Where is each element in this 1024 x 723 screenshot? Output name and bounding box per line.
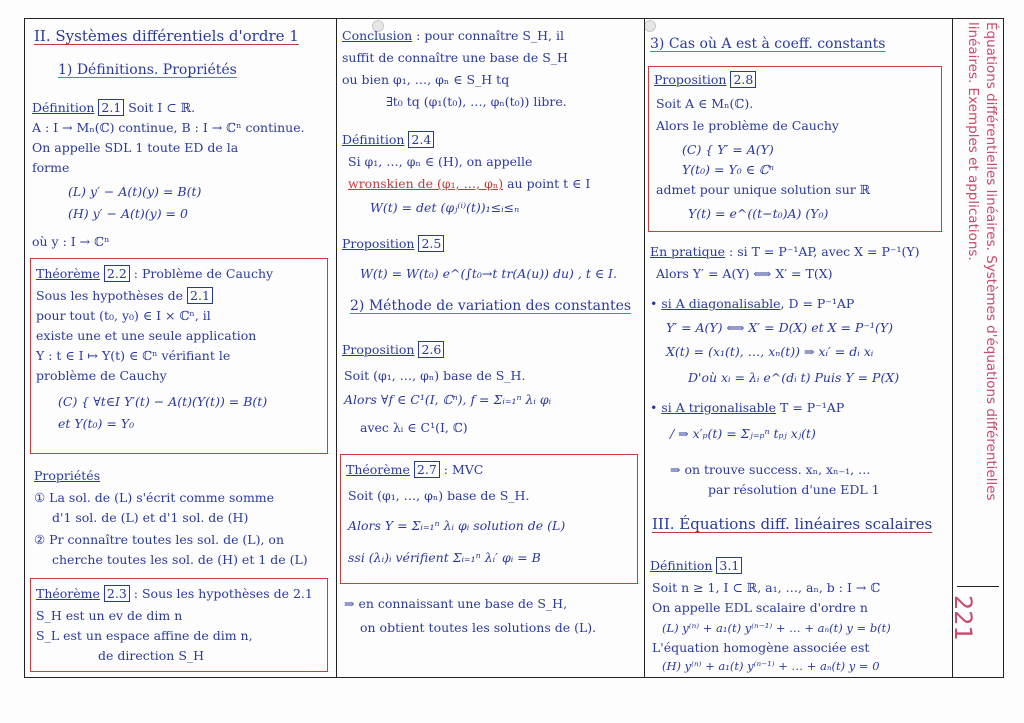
theorem-text: problème de Cauchy [36,368,167,383]
proposition-heading: Proposition 2.5 [342,236,444,252]
proposition-heading: Proposition 2.6 [342,342,444,358]
diag-text: X(t) = (x₁(t), …, xₙ(t)) ⇒ xᵢ′ = dᵢ xᵢ [666,344,874,359]
subsection-title: 1) Définitions. Propriétés [58,62,237,78]
cauchy-initial-condition: Y(t₀) = Y₀ ∈ ℂⁿ [682,162,774,177]
lesson-number-box [949,586,999,676]
column-divider [336,18,337,678]
definition-text: où y : I → ℂⁿ [32,234,110,249]
trig-text: ⇒ on trouve success. xₙ, xₙ₋₁, … [670,462,871,477]
equation-l: (L) y′ − A(t)(y) = B(t) [68,184,202,199]
remark-text: suffit de connaître une base de S_H [342,50,568,65]
proposition-text: admet pour unique solution sur ℝ [656,182,871,197]
theorem-title: : MVC [443,462,484,477]
definition-text: Soit n ≥ 1, I ⊂ ℝ, a₁, …, aₙ, b : I → ℂ [652,580,881,595]
practice-text: Alors Y′ = A(Y) ⟺ X′ = T(X) [656,266,833,281]
properties-heading: Propriétés [34,468,101,483]
definition-text: A : I → Mₙ(ℂ) continue, B : I → ℂⁿ continue. [32,120,305,135]
theorem-text: Soit (φ₁, …, φₙ) base de S_H. [348,488,530,503]
theorem-text: pour tout (t₀, y₀) ∈ I × ℂⁿ, il [36,308,211,323]
column-divider [644,18,645,678]
practice-text: En pratique : si T = P⁻¹AP, avec X = P⁻¹(Y) [650,244,920,259]
proposition-text: Soit A ∈ Mₙ(ℂ). [656,96,754,111]
wronskian-term: wronskien de (φ₁, …, φₙ) [348,176,504,191]
proposition-number: 2.6 [418,341,444,358]
definition-text: forme [32,160,70,175]
cauchy-equation: (C) { Y′ = A(Y) [682,142,774,157]
definition-heading: Définition 2.1 Soit I ⊂ ℝ. [32,100,196,115]
theorem-heading: Théorème 2.7 : MVC [346,462,484,477]
theorem-heading: Théorème 2.2 : Problème de Cauchy [36,266,274,281]
theorem-formula: ssi (λᵢ)ᵢ vérifient Σᵢ₌₁ⁿ λᵢ′ φᵢ = B [348,550,541,565]
proposition-number: 2.8 [730,71,756,88]
sidebar-title-line: Équations différentielles linéaires. Systèmes d'équations différentielles [983,22,999,501]
sidebar-title [955,22,1000,582]
diag-text: Y′ = A(Y) ⟺ X′ = D(X) et X = P⁻¹(Y) [666,320,893,335]
homogeneous-edl: (H) y⁽ⁿ⁾ + a₁(t) y⁽ⁿ⁻¹⁾ + … + aₙ(t) y = 0 [662,659,880,673]
cauchy-initial-condition: et Y(t₀) = Y₀ [58,416,135,431]
wronskian-formula: W(t) = det (φⱼ⁽ⁱ⁾(t))₁≤ᵢ≤ₙ [370,200,520,215]
subsection-title: 2) Méthode de variation des constantes [350,298,632,314]
remark: Conclusion : pour connaître S_H, il [342,28,564,43]
proposition-text: avec λᵢ ∈ C¹(I, ℂ) [360,420,468,435]
sidebar-title-line: linéaires. Exemples et applications. [965,22,981,261]
definition-text: wronskien de (φ₁, …, φₙ) au point t ∈ I [348,176,591,191]
definition-text: L'équation homogène associée est [652,640,870,655]
theorem-text: S_L est un espace affine de dim n, [36,628,253,643]
theorem-title: : Problème de Cauchy [133,266,274,281]
definition-text: On appelle EDL scalaire d'ordre n [652,600,868,615]
cauchy-equation: (C) { ∀t∈I Y′(t) − A(t)(Y(t)) = B(t) [58,394,268,409]
theorem-formula: Alors Y = Σᵢ₌₁ⁿ λᵢ φᵢ solution de (L) [348,518,566,533]
reference-number: 2.1 [187,287,213,304]
definition-heading: Définition 3.1 [650,558,742,574]
exponential-solution: Y(t) = e^((t−t₀)A) (Y₀) [688,206,829,221]
conclusion-text: on obtient toutes les solutions de (L). [360,620,597,635]
theorem-number: 2.7 [414,461,440,478]
theorem-number: 2.3 [104,585,130,602]
proposition-number: 2.5 [418,235,444,252]
theorem-title: : Sous les hypothèses de 2.1 [133,586,313,601]
remark-text: ∃t₀ tq (φ₁(t₀), …, φₙ(t₀)) libre. [386,94,567,109]
definition-text: Soit I ⊂ ℝ. [128,100,196,115]
property-text: cherche toutes les sol. de (H) et 1 de (L) [52,552,308,567]
definition-text: Si φ₁, …, φₙ ∈ (H), on appelle [348,154,533,169]
definition-number: 2.4 [408,131,434,148]
theorem-text: Y : t ∈ I ↦ Y(t) ∈ ℂⁿ vérifiant le [36,348,231,363]
theorem-number: 2.2 [104,265,130,282]
conclusion-text: ⇒ en connaissant une base de S_H, [344,596,568,611]
equation-h: (H) y′ − A(t)(y) = 0 [68,206,188,221]
liouville-formula: W(t) = W(t₀) e^(∫t₀→t tr(A(u)) du) , t ∈ I. [360,266,617,281]
diag-text: D'où xᵢ = λᵢ e^(dᵢ t) Puis Y = P(X) [688,370,900,385]
section-title: III. Équations diff. linéaires scalaires [652,515,933,533]
theorem-text: de direction S_H [98,648,205,663]
definition-heading: Définition 2.4 [342,132,434,148]
section-title: II. Systèmes différentiels d'ordre 1 [34,27,299,45]
property-text: d'1 sol. de (L) et d'1 sol. de (H) [52,510,249,525]
theorem-text: Sous les hypothèses de 2.1 [36,288,213,304]
definition-number: 3.1 [716,557,742,574]
column-2 [340,22,642,674]
theorem-text: S_H est un ev de dim n [36,608,183,623]
trigonalisable-case: • si A trigonalisable T = P⁻¹AP [650,400,845,415]
scalar-edl: (L) y⁽ⁿ⁾ + a₁(t) y⁽ⁿ⁻¹⁾ + … + aₙ(t) y = b(t) [662,621,891,635]
property-text: ② Pr connaître toutes les sol. de (L), on [34,532,285,547]
proposition-text: Soit (φ₁, …, φₙ) base de S_H. [344,368,526,383]
theorem-text: existe une et une seule application [36,328,257,343]
proposition-text: Alors le problème de Cauchy [656,118,839,133]
property-text: ① La sol. de (L) s'écrit comme somme [34,490,275,505]
diagonalisable-case: • si A diagonalisable, D = P⁻¹AP [650,296,855,311]
theorem-heading: Théorème 2.3 : Sous les hypothèses de 2.1 [36,586,313,601]
sidebar-divider [952,18,953,678]
proposition-formula: Alors ∀f ∈ C¹(I, ℂⁿ), f = Σᵢ₌₁ⁿ λᵢ φᵢ [344,392,552,407]
lesson-number: 221 [949,595,977,641]
remark-text: ou bien φ₁, …, φₙ ∈ S_H tq [342,72,510,87]
trig-text: / ⇒ x′ₚ(t) = Σⱼ₌ₚⁿ tₚⱼ xⱼ(t) [670,426,816,441]
definition-number: 2.1 [98,99,124,116]
proposition-heading: Proposition 2.8 [654,72,756,88]
subsection-title: 3) Cas où A est à coeff. constants [650,36,886,52]
column-1 [28,22,333,674]
definition-text: On appelle SDL 1 toute ED de la [32,140,239,155]
column-3 [648,22,948,674]
trig-text: par résolution d'une EDL 1 [708,482,880,497]
